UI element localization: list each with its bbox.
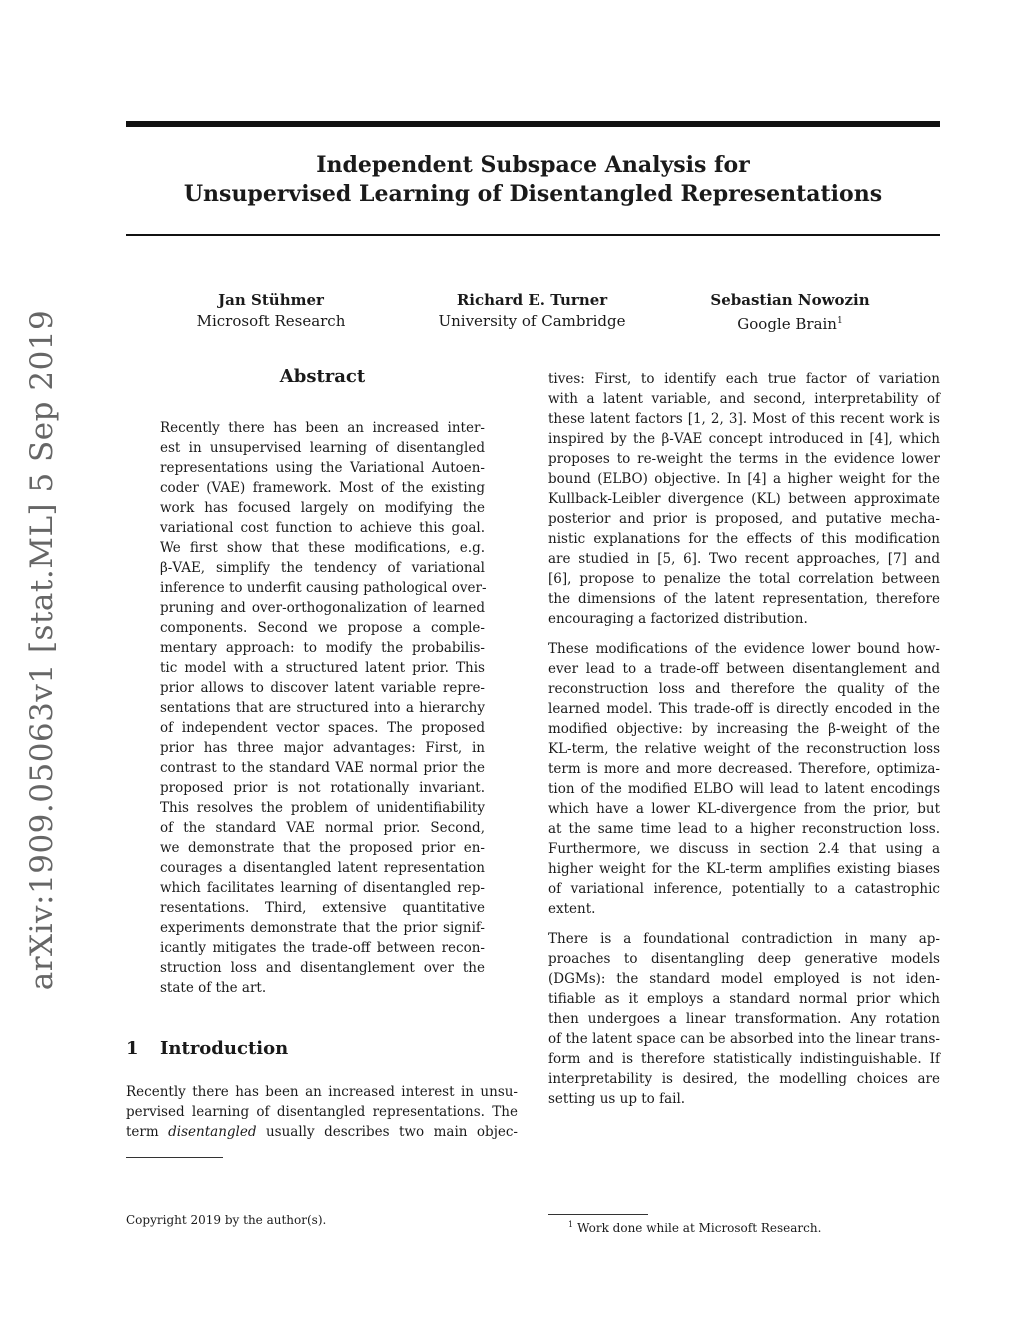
abstract-line: variational cost function to achieve this goal.: [160, 520, 485, 536]
intro-line: pervised learning of disentangled representations. The: [126, 1104, 518, 1120]
abstract-line: icantly mitigates the trade-off between recon-: [160, 940, 485, 956]
paragraph-line: bound (ELBO) objective. In [4] a higher weight for the: [548, 471, 940, 487]
paragraph-line: learned model. This trade-off is directly encoded in the: [548, 701, 940, 717]
title-line-1: Independent Subspace Analysis for: [316, 152, 750, 178]
right-paragraph-2: [548, 639, 940, 919]
abstract-line: Recently there has been an increased inter-: [160, 420, 485, 436]
title-top-rule: [126, 121, 940, 127]
paragraph-line: inspired by the β-VAE concept introduced in [4], which: [548, 431, 940, 447]
paragraph-line: Kullback-Leibler divergence (KL) between approximate: [548, 491, 940, 507]
intro-text: term: [126, 1124, 169, 1140]
title-line-2: Unsupervised Learning of Disentangled Representations: [183, 181, 883, 207]
paragraph-line: posterior and prior is proposed, and putative mecha-: [548, 511, 940, 527]
paragraph-line: form and is therefore statistically indistinguishable. If: [548, 1051, 940, 1067]
abstract-line: we demonstrate that the proposed prior en-: [160, 840, 485, 856]
paragraph-line: of the latent space can be absorbed into the linear trans-: [548, 1031, 940, 1047]
copyright-notice: Copyright 2019 by the author(s).: [126, 1213, 327, 1227]
intro-text: usually describes two main objec-: [256, 1124, 518, 1140]
author-name: Sebastian Nowozin: [710, 291, 870, 309]
paragraph-line: nistic explanations for the effects of this modification: [548, 531, 940, 547]
abstract-line: inference to underfit causing pathological over-: [160, 580, 487, 596]
paragraph-line: the dimensions of the latent representation, therefore: [548, 591, 940, 607]
paragraph-line: encouraging a factorized distribution.: [548, 611, 808, 627]
arxiv-identifier: arXiv:1909.05063v1 [stat.ML] 5 Sep 2019: [24, 309, 60, 991]
footnote-rule-left: [126, 1157, 223, 1158]
paragraph-line: These modifications of the evidence lower bound how-: [548, 641, 940, 657]
abstract-line: of independent vector spaces. The proposed: [160, 720, 485, 736]
author-block: [126, 290, 940, 340]
paragraph-line: tives: First, to identify each true factor of variation: [548, 371, 940, 387]
author-affiliation-text: Google Brain: [737, 315, 837, 333]
abstract-line: experiments demonstrate that the prior signif-: [160, 920, 485, 936]
abstract-line: of the standard VAE normal prior. Second,: [160, 820, 485, 836]
paragraph-line: term is more and more decreased. Therefore, optimiza-: [548, 761, 940, 777]
intro-emphasis: disentangled: [168, 1124, 257, 1140]
abstract-line: tic model with a structured latent prior. This: [160, 660, 485, 676]
footnote: [568, 1220, 821, 1235]
abstract-line: struction loss and disentanglement over the: [160, 960, 485, 976]
paragraph-line: of variational inference, potentially to a catastrophic: [548, 881, 940, 897]
abstract-line: mentary approach: to modify the probabilis-: [160, 640, 485, 656]
right-paragraph-3: [548, 929, 940, 1109]
intro-line: Recently there has been an increased interest in unsu-: [126, 1084, 518, 1100]
paper-title: [126, 151, 940, 209]
abstract-line: sentations that are structured into a hierarchy: [160, 700, 485, 716]
paragraph-line: then undergoes a linear transformation. Any rotation: [548, 1011, 940, 1027]
paragraph-line: [6], propose to penalize the total correlation between: [548, 571, 940, 587]
abstract-line: representations using the Variational Autoen-: [160, 460, 485, 476]
abstract-line: resentations. Third, extensive quantitative: [160, 900, 485, 916]
abstract-line: This resolves the problem of unidentifiability: [160, 800, 485, 816]
title-bottom-rule: [126, 234, 940, 236]
paragraph-line: these latent factors [1, 2, 3]. Most of this recent work is: [548, 411, 940, 427]
abstract-line: components. Second we propose a comple-: [160, 620, 485, 636]
paragraph-line: Furthermore, we discuss in section 2.4 that using a: [548, 841, 940, 857]
abstract-line: We first show that these modifications, e.g.: [160, 540, 485, 556]
paragraph-line: tifiable as it employs a standard normal prior which: [548, 991, 940, 1007]
paragraph-line: ever lead to a trade-off between disentanglement and: [548, 661, 940, 677]
author-3: [640, 290, 940, 335]
footnote-text: Work done while at Microsoft Research.: [577, 1221, 822, 1235]
right-paragraph-1: [548, 369, 940, 629]
abstract-line: which facilitates learning of disentangled rep-: [160, 880, 485, 896]
paragraph-line: with a latent variable, and second, interpretability of: [548, 391, 940, 407]
paragraph-line: are studied in [5, 6]. Two recent approaches, [7] and: [548, 551, 940, 567]
abstract-line: pruning and over-orthogonalization of learned: [160, 600, 485, 616]
author-name: Richard E. Turner: [456, 291, 608, 309]
author-affiliation: [640, 311, 940, 335]
abstract-line: contrast to the standard VAE normal prior the: [160, 760, 485, 776]
paragraph-line: setting us up to fail.: [548, 1091, 686, 1107]
author-name: Jan Stühmer: [218, 291, 324, 309]
abstract-heading: Abstract: [279, 366, 366, 387]
paragraph-line: There is a foundational contradiction in many ap-: [548, 931, 940, 947]
abstract-line: coder (VAE) framework. Most of the existing: [160, 480, 485, 496]
arxiv-sidebar-stamp: [20, 309, 64, 991]
author-1: [121, 290, 421, 332]
abstract-line: state of the art.: [160, 980, 267, 996]
paragraph-line: proposes to re-weight the terms in the evidence lower: [548, 451, 940, 467]
footnote-number: 1: [568, 1220, 574, 1229]
abstract-line: work has focused largely on modifying the: [160, 500, 485, 516]
introduction-body: [126, 1082, 518, 1142]
paragraph-line: tion of the modified ELBO will lead to latent encodings: [548, 781, 940, 797]
abstract-line: prior has three major advantages: First, in: [160, 740, 485, 756]
paragraph-line: KL-term, the relative weight of the reconstruction loss: [548, 741, 940, 757]
abstract-body: [160, 418, 485, 998]
abstract-line: courages a disentangled latent representation: [160, 860, 485, 876]
paragraph-line: interpretability is desired, the modelling choices are: [548, 1071, 940, 1087]
paragraph-line: reconstruction loss and therefore the quality of the: [548, 681, 940, 697]
footnote-mark: 1: [836, 316, 843, 326]
paragraph-line: modified objective: by increasing the β-weight of the: [548, 721, 940, 737]
author-2: [382, 290, 682, 332]
paragraph-line: proaches to disentangling deep generative models: [548, 951, 940, 967]
paragraph-line: higher weight for the KL-term amplifies existing biases: [548, 861, 940, 877]
abstract-line: β-VAE, simplify the tendency of variational: [160, 560, 485, 576]
paragraph-line: extent.: [548, 901, 596, 917]
section-title: Introduction: [160, 1038, 289, 1059]
abstract-line: est in unsupervised learning of disentangled: [160, 440, 485, 456]
intro-line: [126, 1122, 518, 1142]
paragraph-line: (DGMs): the standard model employed is not iden-: [548, 971, 940, 987]
author-affiliation: University of Cambridge: [438, 312, 626, 330]
paragraph-line: which have a lower KL-divergence from the prior, but: [548, 801, 940, 817]
footnote-rule-right: [548, 1214, 648, 1215]
abstract-line: proposed prior is not rotationally invariant.: [160, 780, 485, 796]
author-affiliation: Microsoft Research: [196, 312, 346, 330]
introduction-heading: [126, 1038, 288, 1059]
section-number: 1: [126, 1038, 139, 1059]
abstract-line: prior allows to discover latent variable repre-: [160, 680, 485, 696]
paragraph-line: at the same time lead to a higher reconstruction loss.: [548, 821, 940, 837]
